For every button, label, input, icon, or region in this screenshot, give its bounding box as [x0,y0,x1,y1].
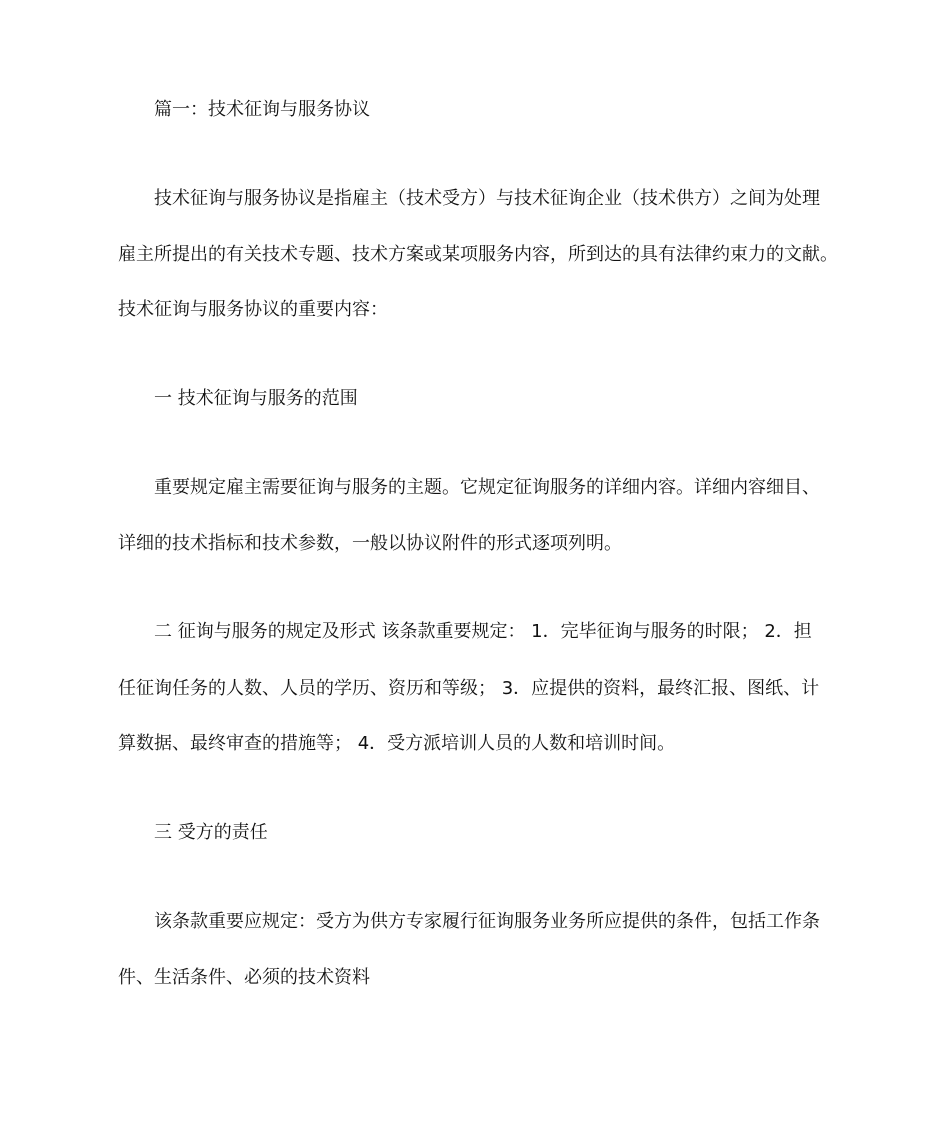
paragraph-1-line-1: 技术征询与服务协议是指雇主（技术受方）与技术征询企业（技术供方）之间为处理 [154,188,820,209]
section-1-line-1: 重要规定雇主需要征询与服务的主题。它规定征询服务的详细内容。详细内容细目、 [154,477,820,498]
section-3-line-1: 该条款重要应规定：受方为供方专家履行征询服务业务所应提供的条件，包括工作条 [154,911,820,932]
section-2-line-2: 任征询任务的人数、人员的学历、资历和等级； 3．应提供的资料，最终汇报、图纸、计 [118,678,820,699]
section-3-heading: 三 受方的责任 [154,822,268,843]
document-title: 篇一：技术征询与服务协议 [154,99,370,120]
paragraph-1-line-2: 雇主所提出的有关技术专题、技术方案或某项服务内容，所到达的具有法律约束力的文献。 [118,244,838,265]
section-3-line-2: 件、生活条件、必须的技术资料 [118,967,370,988]
section-1-line-2: 详细的技术指标和技术参数，一般以协议附件的形式逐项列明。 [118,533,622,554]
section-1-heading: 一 技术征询与服务的范围 [154,388,358,409]
section-2-line-1: 二 征询与服务的规定及形式 该条款重要规定： 1．完毕征询与服务的时限； 2．担 [154,621,812,642]
paragraph-1-line-3: 技术征询与服务协议的重要内容： [118,299,388,320]
section-2-line-3: 算数据、最终审查的措施等； 4．受方派培训人员的人数和培训时间。 [118,733,676,754]
